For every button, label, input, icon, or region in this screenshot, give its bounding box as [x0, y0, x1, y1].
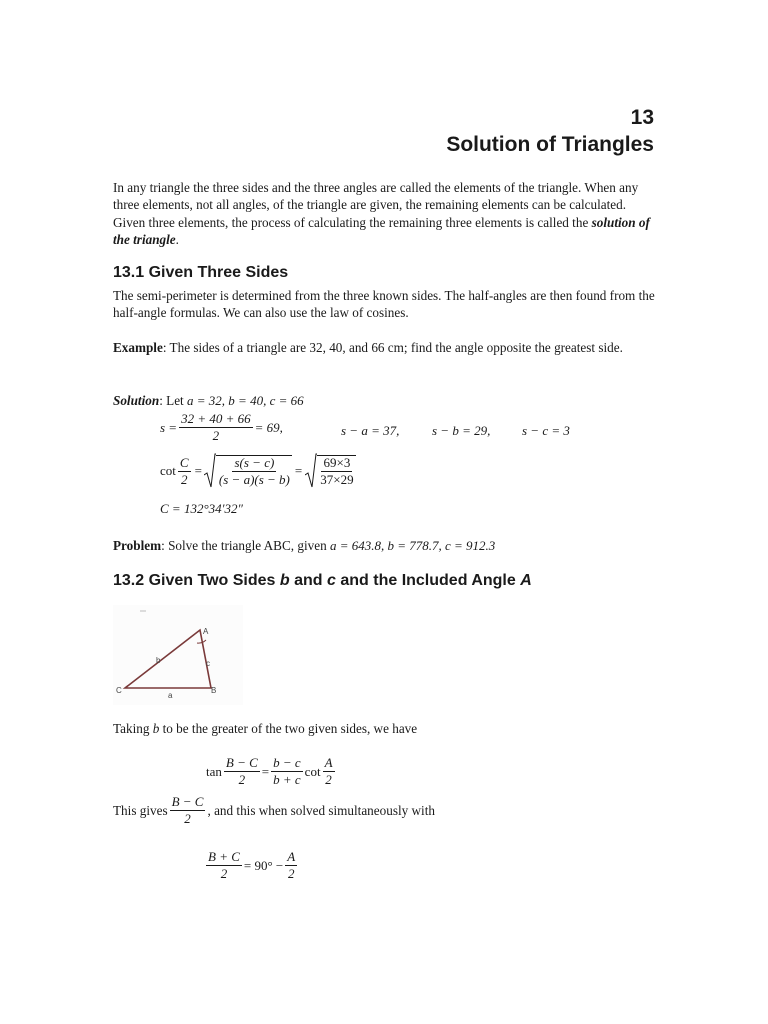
tangent-rule-formula	[206, 756, 337, 787]
radical-1-denominator: (s − a)(s − b)	[218, 472, 290, 487]
s-lhs: s =	[160, 419, 178, 435]
side-b-label: b	[156, 656, 161, 665]
section-heading-13-2	[113, 572, 532, 590]
tan-fraction-3	[323, 756, 335, 787]
s-result: = 69,	[254, 419, 283, 435]
sum-fraction-2	[285, 850, 297, 881]
taking-line	[113, 720, 658, 737]
gives-fraction-denominator: 2	[184, 811, 191, 826]
vertex-c-label: C	[116, 686, 122, 695]
this-gives-line	[113, 795, 435, 826]
heading-b: b	[279, 572, 290, 589]
problem-line	[113, 537, 658, 554]
sum-fraction-2-numerator: A	[287, 849, 296, 864]
side-c-label: c	[206, 659, 210, 668]
taking-pre: Taking	[113, 721, 153, 736]
sum-fraction-2-denominator: 2	[287, 866, 295, 881]
example-label: Example	[113, 340, 163, 355]
tan-fraction-1	[224, 756, 260, 787]
vertex-a-label: A	[203, 627, 209, 636]
vertex-b-label: B	[211, 686, 217, 695]
cot-fraction	[178, 456, 191, 487]
solution-let: : Let	[159, 393, 188, 408]
gives-post: , and this when solved simultaneously with	[207, 802, 435, 818]
problem-text: : Solve the triangle ABC, given	[161, 538, 330, 553]
semi-perimeter-formula	[160, 412, 283, 443]
intro-emphasis: solution of the triangle	[113, 214, 650, 248]
example-paragraph	[113, 339, 658, 356]
taking-b: b	[152, 721, 160, 736]
radical-2-numerator: 69×3	[323, 455, 351, 470]
s-minus-c: s − c = 3	[522, 423, 570, 438]
sum-fraction-numerator: B + C	[208, 849, 240, 864]
intro-text: In any triangle the three sides and the three angles are called the elements of the triangle. When any three elements, not all angles, of the triangle are given, the remaining elements can be calculated. Given three elements, the process of calculating the remaining three elements is called the	[113, 180, 639, 230]
cot-numerator: C	[179, 454, 189, 470]
solution-values: a = 32, b = 40, c = 66	[187, 393, 304, 408]
gives-fraction	[170, 795, 206, 826]
radical-2	[305, 453, 355, 489]
cot-denominator: 2	[180, 471, 188, 487]
sum-fraction-denominator: 2	[220, 866, 228, 881]
s-numerator: 32 + 40 + 66	[181, 411, 251, 426]
problem-label: Problem	[113, 538, 162, 553]
radical-1-numerator: s(s − c)	[234, 455, 275, 470]
angle-sum-formula	[204, 850, 299, 881]
cot-half-angle-formula	[160, 453, 356, 489]
equals-sign-2: =	[294, 463, 303, 478]
gives-fraction-numerator: B − C	[171, 794, 204, 809]
tan-fraction-2	[271, 756, 303, 787]
tan-equals: =	[261, 763, 270, 779]
example-text: : The sides of a triangle are 32, 40, and 66 cm; find the angle opposite the greatest side.	[162, 340, 623, 355]
radical-2-denominator: 37×29	[320, 472, 354, 487]
radical-1-fraction	[216, 455, 292, 487]
sum-fraction	[206, 850, 242, 881]
tan-fraction-1-numerator: B − C	[225, 755, 258, 770]
angle-c-result: C = 132°34′32″	[160, 501, 243, 516]
cot-label: cot	[160, 463, 176, 478]
s-minus-a: s − a = 37,	[341, 423, 400, 438]
s-minus-b: s − b = 29,	[432, 423, 491, 438]
s-denominator: 2	[212, 428, 220, 443]
intro-paragraph	[113, 179, 658, 249]
chapter-title: Solution of Triangles	[446, 133, 654, 156]
heading-a: A	[520, 572, 532, 589]
solution-line	[113, 392, 658, 409]
taking-post: to be the greater of the two given sides, we have	[159, 721, 418, 736]
heading-post: and the Included Angle	[335, 572, 521, 589]
radical-1	[204, 453, 292, 489]
s-fraction	[179, 412, 253, 443]
equals-sign: =	[194, 463, 202, 478]
heading-mid: and	[289, 572, 327, 589]
radical-sign-icon	[204, 453, 216, 489]
radical-sign-icon	[305, 453, 317, 489]
section-heading-13-1: 13.1 Given Three Sides	[113, 264, 289, 281]
radical-2-fraction	[317, 455, 355, 487]
problem-values: a = 643.8, b = 778.7, c = 912.3	[329, 538, 496, 553]
tan-fraction-2-numerator: b − c	[273, 755, 301, 770]
tan-fraction-3-numerator: A	[324, 755, 333, 770]
tan-fraction-3-denominator: 2	[325, 772, 332, 787]
heading-pre: 13.2 Given Two Sides	[113, 572, 280, 589]
tan-fraction-2-denominator: b + c	[273, 772, 301, 787]
sum-middle: = 90° −	[243, 857, 284, 873]
tan-label: tan	[206, 763, 222, 779]
triangle-diagram	[113, 605, 243, 705]
tan-fraction-1-denominator: 2	[238, 772, 246, 787]
intro-end: .	[175, 232, 179, 248]
section1-body: The semi-perimeter is determined from the three known sides. The half-angles are then found from the half-angle formulas. We can also use the law of cosines.	[113, 288, 655, 321]
gives-pre: This gives	[113, 802, 168, 818]
cot-label-2: cot	[304, 763, 321, 779]
diagram-background	[113, 605, 243, 705]
solution-label: Solution	[113, 393, 160, 408]
chapter-number: 13	[630, 106, 654, 129]
heading-c: c	[327, 572, 336, 589]
side-a-label: a	[168, 691, 173, 700]
